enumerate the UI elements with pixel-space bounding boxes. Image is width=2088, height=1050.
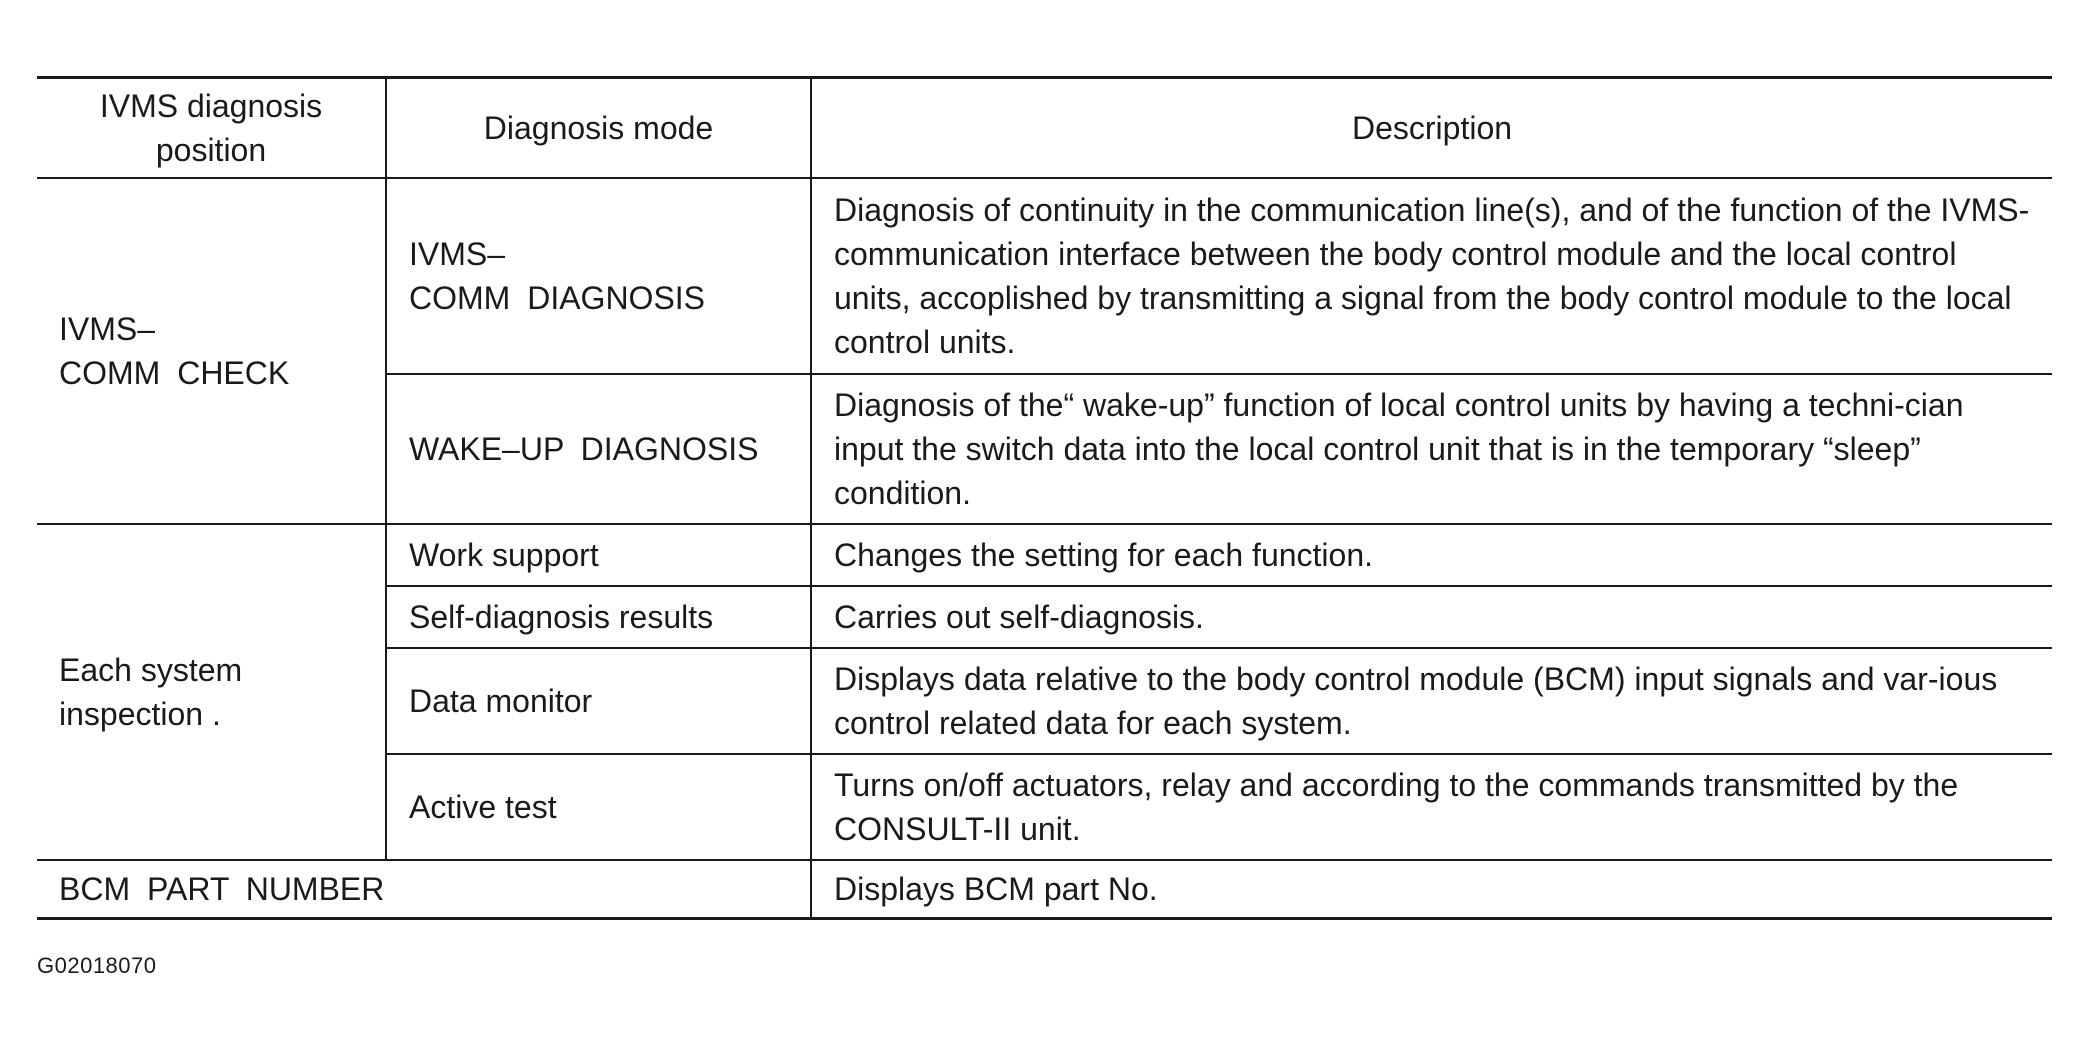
group-ivms-comm-check: IVMS– COMM CHECK <box>37 178 386 524</box>
group-each-system-inspection: Each system inspection . <box>37 524 386 860</box>
figure-id: G02018070 <box>37 953 157 978</box>
mode-cell: Self-diagnosis results <box>386 586 811 648</box>
table-row <box>37 860 2052 918</box>
mode-cell: Active test <box>386 754 811 860</box>
description-cell: Displays data relative to the body control module (BCM) input signals and var-ious control related data for each system. <box>811 648 2052 754</box>
mode-cell: Work support <box>386 524 811 586</box>
table-row <box>37 524 2052 586</box>
table-row <box>37 178 2052 374</box>
table-header-row <box>37 78 2052 179</box>
header-diagnosis-position: IVMS diagnosis position <box>37 78 386 179</box>
header-diagnosis-mode: Diagnosis mode <box>386 78 811 179</box>
description-cell: Changes the setting for each function. <box>811 524 2052 586</box>
group-bcm-part-number: BCM PART NUMBER <box>37 860 811 918</box>
mode-cell: WAKE–UP DIAGNOSIS <box>386 374 811 524</box>
description-cell: Diagnosis of the“ wake-up” function of local control units by having a techni-cian input the switch data into the local control unit that is in the temporary “sleep” condition. <box>811 374 2052 524</box>
mode-cell: Data monitor <box>386 648 811 754</box>
description-cell: Displays BCM part No. <box>811 860 2052 918</box>
header-description: Description <box>811 78 2052 179</box>
description-cell: Carries out self-diagnosis. <box>811 586 2052 648</box>
ivms-diagnosis-table <box>37 76 2052 920</box>
description-cell: Diagnosis of continuity in the communication line(s), and of the function of the IVMS-communication interface between the body control module and the local control units, accoplished by transmitting a signal from the body control module to the local control units. <box>811 178 2052 374</box>
mode-cell: IVMS– COMM DIAGNOSIS <box>386 178 811 374</box>
description-cell: Turns on/off actuators, relay and according to the commands transmitted by the CONSULT-II unit. <box>811 754 2052 860</box>
